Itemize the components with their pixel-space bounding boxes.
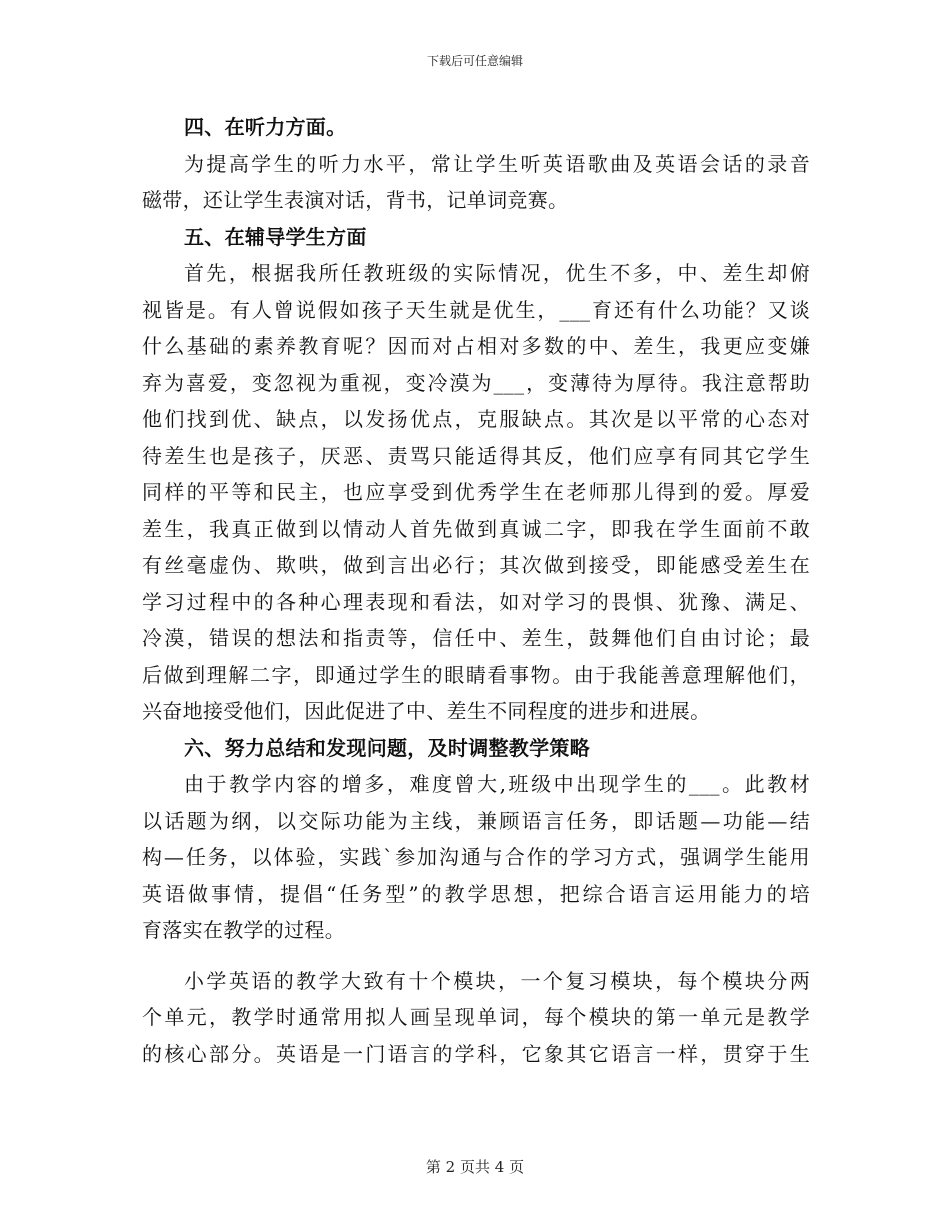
paragraph-line: 冷漠，错误的想法和指责等，信任中、差生，鼓舞他们自由讨论；最 xyxy=(142,626,810,650)
paragraph-line: 差生，我真正做到以情动人首先做到真诚二字，即我在学生面前不敢 xyxy=(142,516,810,541)
paragraph-line: 构—任务，以体验，实践`参加沟通与合作的学习方式，强调学生能用 xyxy=(142,845,810,869)
paragraph-line: 为提高学生的听力水平，常让学生听英语歌曲及英语会话的录音 xyxy=(184,151,810,176)
paragraph-line: 英语做事情，提倡“任务型”的教学思想，把综合语言运用能力的培 xyxy=(142,881,810,906)
paragraph-line: 他们找到优、缺点，以发扬优点，克服缺点。其次是以平常的心态对 xyxy=(142,407,810,431)
paragraph-line: 以话题为纲，以交际功能为主线，兼顾语言任务，即话题—功能—结 xyxy=(142,808,810,833)
paragraph-line: 视皆是。有人曾说假如孩子天生就是优生，___育还有什么功能？又谈 xyxy=(142,297,810,322)
section-heading: 五、在辅导学生方面 xyxy=(184,224,367,249)
paragraph-line: 个单元，教学时通常用拟人画呈现单词，每个模块的第一单元是教学 xyxy=(142,1005,810,1029)
paragraph-line: 兴奋地接受他们，因此促进了中、差生不同程度的进步和进展。 xyxy=(142,699,711,723)
document-body xyxy=(142,109,810,1072)
paragraph-line: 有丝毫虚伪、欺哄，做到言出必行；其次做到接受，即能感受差生在 xyxy=(142,553,810,577)
paragraph-line: 由于教学内容的增多，难度曾大,班级中出现学生的___。此教材 xyxy=(184,772,810,796)
page-header: 下载后可任意编辑 xyxy=(426,54,523,68)
paragraph-line: 学习过程中的各种心理表现和看法，如对学习的畏惧、犹豫、满足、 xyxy=(142,589,810,614)
paragraph-line: 磁带，还让学生表演对话，背书，记单词竞赛。 xyxy=(142,188,569,212)
paragraph-line: 小学英语的教学大致有十个模块，一个复习模块，每个模块分两 xyxy=(184,968,810,993)
paragraph-line: 同样的平等和民主，也应享受到优秀学生在老师那儿得到的爱。厚爱 xyxy=(142,480,810,504)
paragraph-line: 育落实在教学的过程。 xyxy=(142,918,345,942)
paragraph-spacer xyxy=(142,949,810,963)
section-heading: 四、在听力方面。 xyxy=(184,115,347,139)
paragraph-line: 首先，根据我所任教班级的实际情况，优生不多，中、差生却俯 xyxy=(184,261,810,285)
paragraph-line: 弃为喜爱，变忽视为重视，变冷漠为___，变薄待为厚待。我注意帮助 xyxy=(142,370,810,395)
paragraph-line: 待差生也是孩子，厌恶、责骂只能适得其反，他们应享有同其它学生 xyxy=(142,443,810,468)
paragraph-line: 后做到理解二字，即通过学生的眼睛看事物。由于我能善意理解他们， xyxy=(142,662,810,687)
section-heading: 六、努力总结和发现问题，及时调整教学策略 xyxy=(184,735,590,760)
paragraph-line: 什么基础的素养教育呢？因而对占相对多数的中、差生，我更应变嫌 xyxy=(142,334,810,358)
page-footer: 第 2 页共 4 页 xyxy=(425,1158,525,1176)
paragraph-line: 的核心部分。英语是一门语言的学科，它象其它语言一样，贯穿于生 xyxy=(142,1041,810,1066)
